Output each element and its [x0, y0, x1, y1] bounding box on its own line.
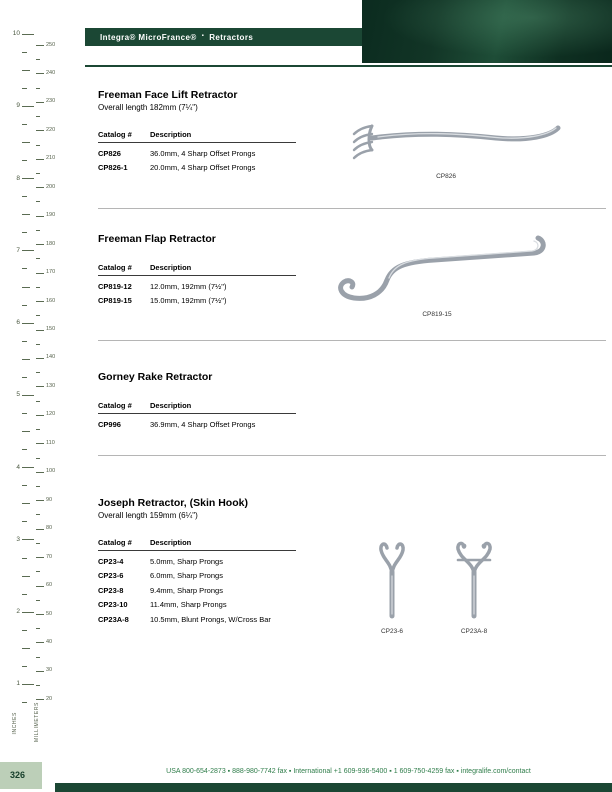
catalog-number: CP826 [98, 148, 121, 158]
col-description: Description [150, 401, 192, 410]
face-lift-retractor-drawing [328, 118, 564, 166]
col-catalog: Catalog # [98, 263, 132, 272]
product-table [98, 538, 296, 624]
instrument-figure-cp819-15 [322, 232, 552, 318]
description: 36.9mm, 4 Sharp Offset Prongs [150, 419, 256, 429]
catalog-number: CP819-12 [98, 281, 132, 291]
footer-bar [55, 783, 612, 792]
description: 36.0mm, 4 Sharp Offset Prongs [150, 148, 256, 158]
product-subtitle: Overall length 159mm (6¼") [98, 511, 198, 520]
table-header-row [98, 263, 296, 276]
product-joseph-skin-hook [98, 497, 606, 624]
product-title: Joseph Retractor, (Skin Hook) [98, 497, 248, 509]
skin-hook-crossbar-drawing [442, 520, 506, 620]
table-row [98, 551, 296, 566]
table-header-row [98, 538, 296, 551]
catalog-number: CP23-8 [98, 585, 124, 595]
flap-retractor-drawing [322, 232, 552, 304]
description: 6.0mm, Sharp Prongs [150, 571, 223, 580]
section-divider [98, 208, 606, 209]
figure-label: CP819-15 [422, 311, 452, 318]
instrument-figure-cp826 [328, 118, 564, 180]
ruler-caption-millimeters: MILLIMETERS [34, 702, 40, 742]
product-title: Gorney Rake Retractor [98, 371, 213, 383]
table-row [98, 291, 296, 306]
table-row [98, 143, 296, 158]
description: 10.5mm, Blunt Prongs, W/Cross Bar [150, 614, 271, 624]
section-divider [98, 340, 606, 341]
catalog-number: CP996 [98, 419, 121, 429]
catalog-number: CP826-1 [98, 163, 128, 172]
description: 9.4mm, Sharp Prongs [150, 585, 223, 595]
col-description: Description [150, 130, 192, 139]
table-row [98, 609, 296, 624]
col-catalog: Catalog # [98, 401, 132, 410]
product-table [98, 401, 296, 429]
product-subtitle: Overall length 182mm (7¼") [98, 103, 198, 112]
description: 11.4mm, Sharp Prongs [150, 600, 227, 609]
brand-name: Integra® MicroFrance® [100, 32, 197, 42]
description: 15.0mm, 192mm (7½") [150, 296, 227, 305]
col-description: Description [150, 263, 192, 272]
col-description: Description [150, 538, 192, 547]
section-divider [98, 455, 606, 456]
joseph-hooks-figures [360, 520, 506, 635]
figure-label: CP23A-8 [460, 628, 488, 635]
product-table [98, 130, 296, 172]
footer-contact: USA 800-654-2873 ▪ 888-980-7742 fax ▪ International +1 609-936-5400 ▪ 1 609-750-4259 fax ▪ integralife.com/contact [166, 768, 531, 775]
col-catalog: Catalog # [98, 130, 132, 139]
page-number: 326 [0, 762, 42, 789]
product-table [98, 263, 296, 305]
figure-label: CP23-6 [380, 628, 404, 635]
description: 12.0mm, 192mm (7½") [150, 281, 227, 291]
catalog-number: CP23A-8 [98, 614, 129, 624]
table-row [98, 595, 296, 610]
ruler-caption-inches: INCHES [12, 712, 18, 735]
product-title: Freeman Flap Retractor [98, 233, 216, 245]
col-catalog: Catalog # [98, 538, 132, 547]
table-row [98, 276, 296, 291]
description: 20.0mm, 4 Sharp Offset Prongs [150, 163, 256, 172]
skin-hook-drawing [360, 520, 424, 620]
separator-bullet: ▪ [201, 33, 205, 39]
table-row [98, 158, 296, 173]
section-name: Retractors [209, 32, 254, 42]
header-rule [85, 65, 612, 67]
measurement-ruler: 250 240 230 220 210 200 190 180 170 160 150 140 130 120 110 100 90 80 70 60 50 40 30 20 1 2 3 4 5 6 7 8 9 10 INCHES MILLIMETERS [12, 30, 56, 742]
table-row [98, 566, 296, 581]
table-row [98, 580, 296, 595]
instrument-figure-cp23a-8 [442, 520, 506, 635]
catalog-number: CP23-10 [98, 600, 128, 609]
catalog-number: CP819-15 [98, 296, 132, 305]
table-row [98, 414, 296, 429]
figure-label: CP826 [436, 173, 456, 180]
product-title: Freeman Face Lift Retractor [98, 89, 238, 101]
instrument-figure-cp23-6 [360, 520, 424, 635]
table-header-row [98, 130, 296, 143]
catalog-number: CP23-6 [98, 571, 124, 580]
product-gorney-rake [98, 371, 606, 429]
table-header-row [98, 401, 296, 414]
description: 5.0mm, Sharp Prongs [150, 556, 223, 566]
header-decoration [362, 0, 612, 63]
catalog-number: CP23-4 [98, 556, 124, 566]
